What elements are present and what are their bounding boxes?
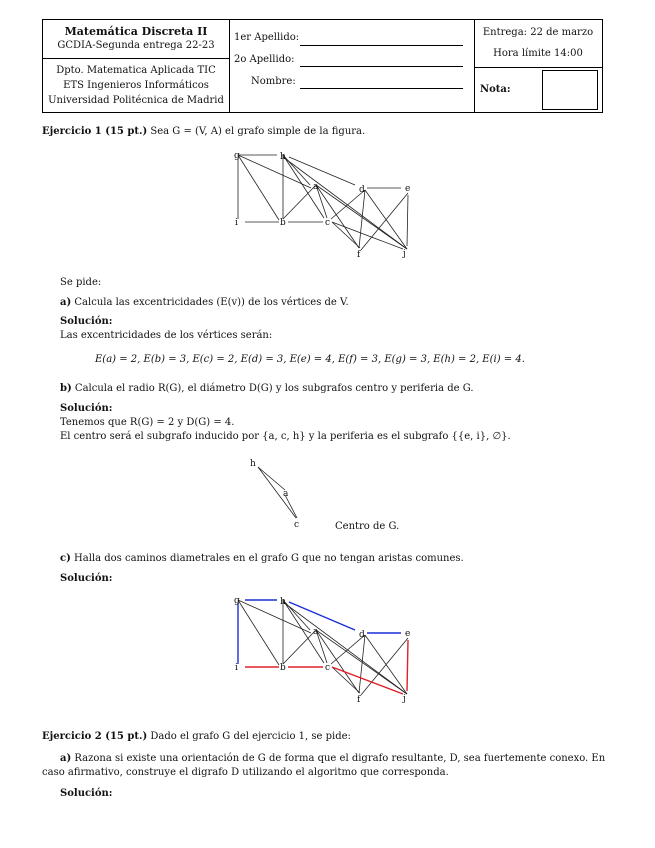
- se-pide: Se pide:: [60, 277, 102, 288]
- centro-vertex-c: c: [294, 520, 300, 530]
- d-vertex-h: h: [280, 597, 286, 607]
- d-vertex-e: e: [405, 629, 411, 639]
- vertex-d: d: [359, 185, 365, 195]
- ex1-part-b: [60, 383, 474, 394]
- ex1-title: Ejercicio 1 (15 pt.): [42, 126, 148, 137]
- ex2-a-label: a): [60, 753, 72, 764]
- ex1-heading: [42, 126, 365, 137]
- centro-caption: Centro de G.: [335, 521, 400, 532]
- ex2-part-a-line1: [60, 753, 605, 764]
- centro-figure: [245, 455, 310, 530]
- solucion-a-text: Las excentricidades de los vértices serán:: [60, 330, 273, 341]
- ex1-a-label: a): [60, 297, 72, 308]
- ex2-a-text2: caso afirmativo, construye el digrafo D utilizando el algoritmo que corresponda.: [42, 767, 449, 778]
- vertex-h: h: [280, 152, 286, 162]
- hora-limite: Hora límite 14:00: [493, 48, 583, 59]
- vertex-f: f: [357, 250, 361, 260]
- course-title: Matemática Discreta II: [64, 25, 208, 38]
- solucion-a-label: Solución:: [60, 316, 113, 327]
- d-vertex-a: a: [313, 627, 319, 637]
- ex2-title: Ejercicio 2 (15 pt.): [42, 731, 148, 742]
- dept-line-3: Universidad Politécnica de Madrid: [48, 95, 224, 106]
- d-vertex-j: j: [403, 694, 406, 704]
- nota-label: Nota:: [480, 84, 511, 95]
- ex2-heading: [42, 731, 351, 742]
- vertex-i: i: [235, 218, 238, 228]
- ex1-intro: Sea G = (V, A) el grafo simple de la figura.: [150, 126, 366, 137]
- d-vertex-b: b: [280, 663, 286, 673]
- vertex-b: b: [280, 218, 286, 228]
- ex2-intro: Dado el grafo G del ejercicio 1, se pide:: [150, 731, 351, 742]
- centro-vertex-h: h: [250, 459, 256, 469]
- solucion-c-label: Solución:: [60, 573, 113, 584]
- apellido2-label: 2o Apellido:: [234, 54, 295, 65]
- d-vertex-c: c: [325, 663, 331, 673]
- vertex-e: e: [405, 184, 411, 194]
- d-vertex-i: i: [235, 663, 238, 673]
- ex1-c-text: Halla dos caminos diametrales en el grafo G que no tengan aristas comunes.: [74, 553, 464, 564]
- ex1-a-text: Calcula las excentricidades (E(v)) de los vértices de V.: [74, 297, 349, 308]
- dept-line-1: Dpto. Matematica Aplicada TIC: [56, 65, 216, 76]
- dept-line-2: ETS Ingenieros Informáticos: [63, 80, 209, 91]
- apellido1-label: 1er Apellido:: [234, 32, 300, 43]
- ex1-b-label: b): [60, 383, 72, 394]
- apellido1-field[interactable]: [300, 45, 463, 46]
- course-subtitle: GCDIA-Segunda entrega 22-23: [57, 40, 215, 51]
- entrega-date: Entrega: 22 de marzo: [482, 27, 594, 38]
- exam-header: [42, 19, 603, 113]
- centro-vertex-a: a: [283, 489, 289, 499]
- vertex-c: c: [325, 218, 331, 228]
- eccentricity-formula: E(a) = 2, E(b) = 3, E(c) = 2, E(d) = 3, E(e) = 4, E(f) = 3, E(g) = 3, E(h) = 2, E(i) = 4.: [95, 354, 525, 365]
- solucion-b-line2: El centro será el subgrafo inducido por {a, c, h} y la periferia es el subgrafo {{e, i}, ∅}.: [60, 431, 511, 442]
- graph-figure-1: [225, 145, 420, 260]
- graph-figure-diametral: [225, 590, 420, 705]
- vertex-j: j: [403, 249, 406, 259]
- nota-box[interactable]: [542, 70, 598, 110]
- ex1-b-text: Calcula el radio R(G), el diámetro D(G) y los subgrafos centro y periferia de G.: [74, 383, 474, 394]
- apellido2-field[interactable]: [300, 66, 463, 67]
- ex2-solucion-label: Solución:: [60, 788, 113, 799]
- d-vertex-d: d: [359, 630, 365, 640]
- ex2-a-text1: Razona si existe una orientación de G de forma que el digrafo resultante, D, sea fuertemente conexo. En: [74, 753, 606, 764]
- d-vertex-f: f: [357, 695, 361, 705]
- nombre-label: Nombre:: [251, 76, 296, 87]
- ex1-part-c: [60, 553, 464, 564]
- vertex-g: g: [234, 151, 240, 161]
- solucion-b-line1: Tenemos que R(G) = 2 y D(G) = 4.: [60, 417, 235, 428]
- solucion-b-label: Solución:: [60, 403, 113, 414]
- nombre-field[interactable]: [300, 88, 463, 89]
- vertex-a: a: [313, 182, 319, 192]
- ex1-c-label: c): [60, 553, 71, 564]
- ex1-part-a: [60, 297, 349, 308]
- d-vertex-g: g: [234, 596, 240, 606]
